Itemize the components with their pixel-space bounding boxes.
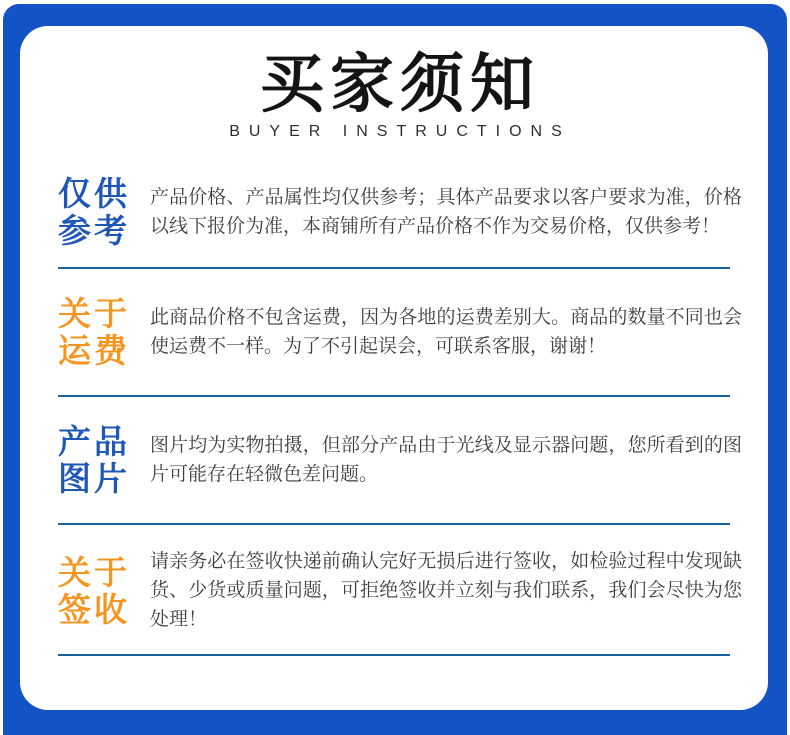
section-label-line1: 关于: [58, 295, 130, 332]
section-label: [58, 175, 150, 249]
section-label-line1: 仅供: [58, 175, 130, 212]
page-subtitle: BUYER INSTRUCTIONS: [229, 123, 571, 140]
section-reference-only: [58, 152, 742, 267]
section-label-line1: 关于: [58, 553, 130, 591]
section-label-line2: 签收: [58, 590, 130, 628]
section-text: 产品价格、产品属性均仅供参考；具体产品要求以客户要求为准，价格以线下报价为准，本商铺所有产品价格不作为交易价格，仅供参考！: [150, 187, 742, 237]
section-label-line2: 参考: [58, 212, 130, 249]
title-block: [58, 48, 742, 142]
section-text: 请亲务必在签收快递前确认完好无损后进行签收，如检验过程中发现缺货、少货或质量问题，可拒绝签收并立刻与我们联系，我们会尽快为您处理！: [150, 551, 742, 630]
section-label: [58, 554, 150, 628]
section-divider: [58, 654, 730, 656]
section-product-images: [58, 397, 742, 523]
section-shipping-fee: [58, 269, 742, 395]
section-text: 图片均为实物拍摄，但部分产品由于光线及显示器问题，您所看到的图片可能存在轻微色差问题。: [150, 435, 742, 485]
section-label: [58, 295, 150, 369]
section-label-line1: 产品: [58, 423, 130, 460]
section-label-line2: 运费: [58, 332, 130, 369]
section-label: [58, 423, 150, 497]
notice-card: [20, 26, 768, 710]
section-package-acceptance: [58, 525, 742, 654]
page-title: 买家须知: [260, 48, 540, 120]
section-text: 此商品价格不包含运费，因为各地的运费差别大。商品的数量不同也会使运费不一样。为了不引起误会，可联系客服，谢谢！: [150, 307, 742, 357]
section-label-line2: 图片: [58, 460, 130, 497]
